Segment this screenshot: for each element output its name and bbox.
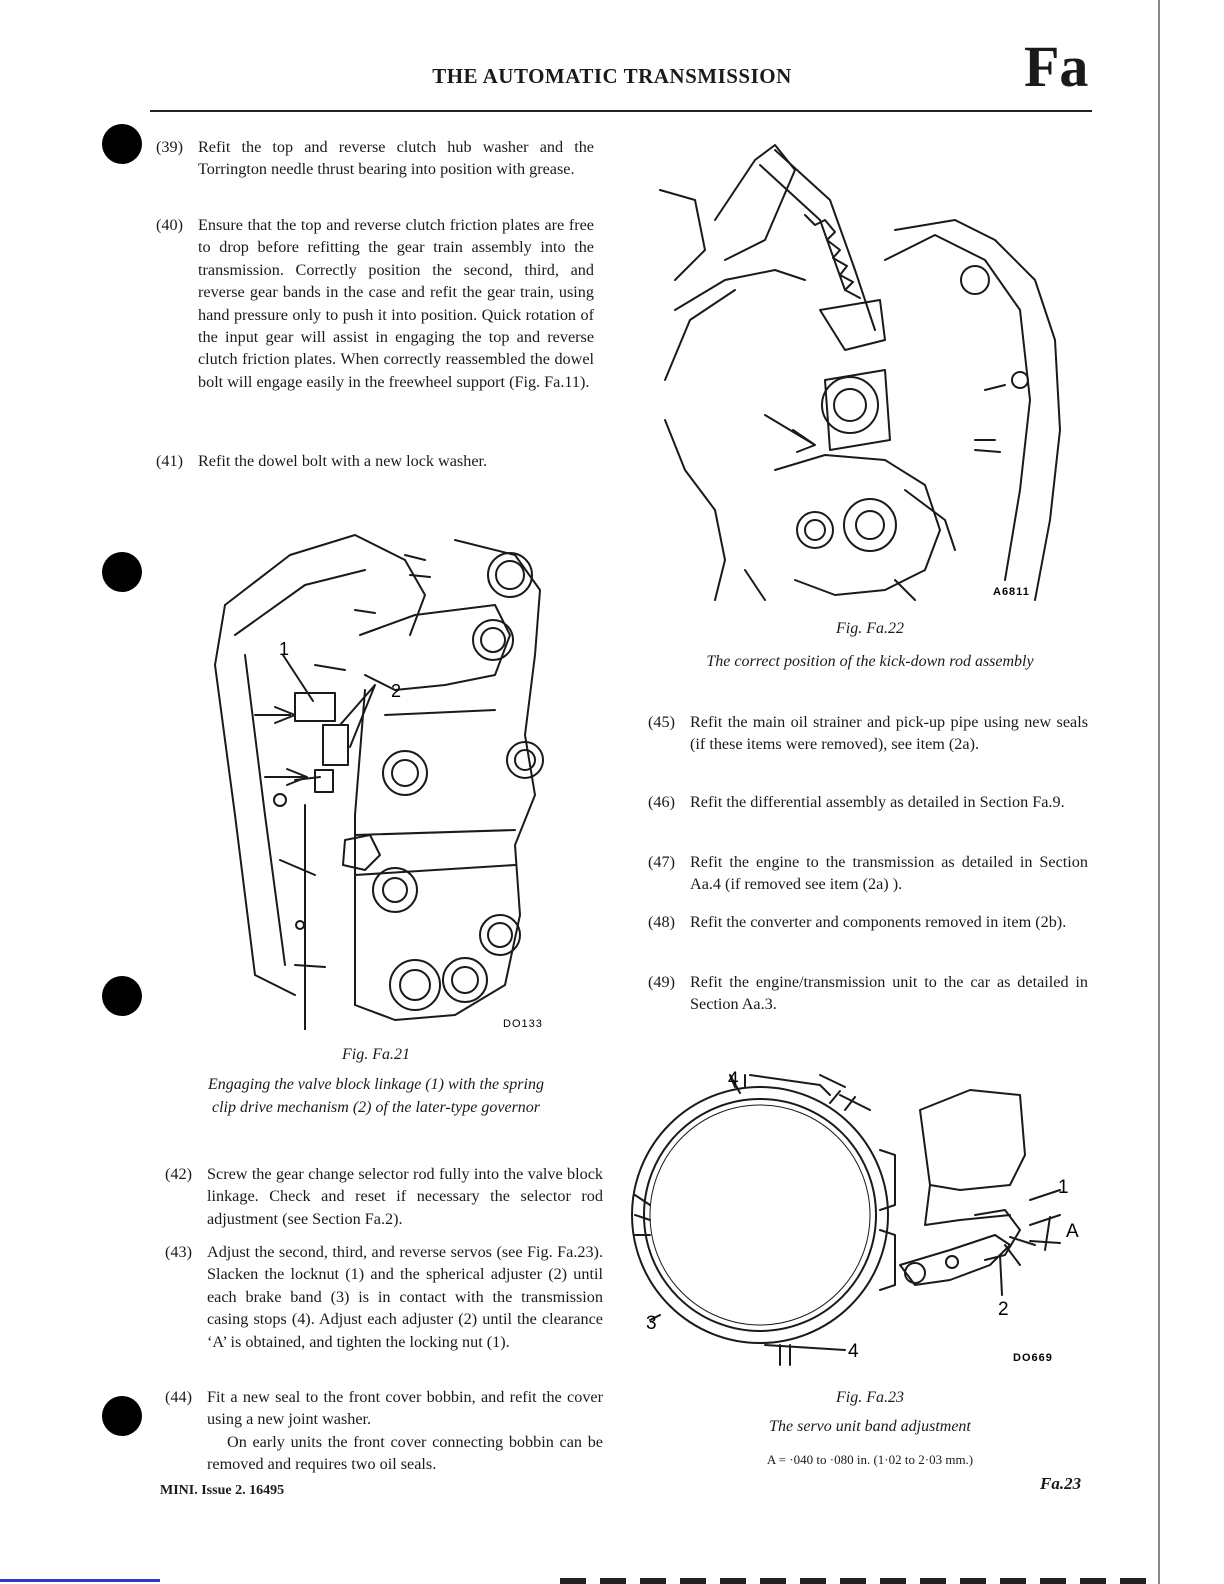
list-item [156,136,594,181]
fig23-callout-3: 3 [646,1313,657,1334]
punch-hole [102,976,142,1016]
item-number: (47) [648,853,675,871]
list-item [648,791,1088,813]
item-text-continued: On early units the front cover connecting bobbin can be removed and requires two oil seals. [207,1432,603,1474]
list-item [648,911,1088,933]
punch-hole [102,552,142,592]
fig23-code: DO669 [1013,1352,1053,1364]
fig21-caption-line1: Engaging the valve block linkage (1) with the spring [208,1076,544,1093]
item-text: Refit the engine to the transmission as detailed in Section Aa.4 (if removed see item (2a) ). [690,853,1088,894]
list-item [165,1241,603,1353]
header-rule [150,110,1092,112]
fig23-callout-a: A [1066,1221,1079,1242]
item-text: Refit the converter and components removed in item (2b). [690,913,1067,931]
fig21-callout-2: 2 [391,681,402,701]
item-text: Refit the engine/transmission unit to the car as detailed in Section Aa.3. [690,973,1088,1014]
item-number: (43) [165,1243,192,1261]
list-item [648,851,1088,896]
fig23-callout-1: 1 [1058,1177,1069,1198]
list-item [165,1163,603,1230]
item-text: Refit the dowel bolt with a new lock washer. [198,452,488,470]
list-item [156,450,594,472]
item-text: Screw the gear change selector rod fully into the valve block linkage. Check and reset if necessary the selector rod adjustment (see Section Fa.2). [207,1165,603,1228]
scan-edge-dashes [560,1578,1160,1584]
fig23-spec: A = ·040 to ·080 in. (1·02 to 2·03 mm.) [766,1452,974,1467]
footer-issue: MINI. Issue 2. 16495 [160,1483,285,1498]
fig21-drawing [195,515,560,1030]
item-number: (41) [156,452,183,470]
punch-hole [102,124,142,164]
item-number: (48) [648,913,675,931]
item-number: (42) [165,1165,192,1183]
item-number: (44) [165,1388,192,1406]
fig21-code: DO133 [503,1018,543,1030]
item-number: (45) [648,713,675,731]
page-number: Fa.23 [1040,1474,1082,1493]
item-text: Adjust the second, third, and reverse servos (see Fig. Fa.23). Slacken the locknut (1) and the spherical adjuster (2) until each brake band (3) is in contact with the transmission casing stops (4). Adjust each adjuster (2) until the clearance ‘A’ is obtained, and tighten the locking nut (1). [207,1243,603,1351]
item-text: Fit a new seal to the front cover bobbin, and refit the cover using a new joint washer. [207,1388,603,1429]
item-text: Refit the main oil strainer and pick-up pipe using new seals (if these items were removed), see item (2a). [690,713,1088,754]
fig22-label: Fig. Fa.22 [836,620,904,637]
fig23-caption: The servo unit band adjustment [769,1418,971,1435]
fig23-label: Fig. Fa.23 [836,1389,904,1406]
fig21-callout-1: 1 [279,639,290,659]
item-number: (49) [648,973,675,991]
item-number: (40) [156,216,183,234]
item-text: Ensure that the top and reverse clutch friction plates are free to drop before refitting the gear train assembly into the transmission. Correctly position the second, third, and reverse gear bands in the case and refit the gear train, using hand pressure only to push it into position. Quick rotation of the input gear will assist in engaging the top and reverse clutch friction plates. When correctly reassembled the dowel bolt will engage easily in the freewheel support (Fig. Fa.11). [198,216,594,391]
list-item [165,1386,603,1476]
item-text: Refit the differential assembly as detailed in Section Fa.9. [690,793,1065,811]
page-title: THE AUTOMATIC TRANSMISSION [432,64,792,88]
list-item [648,711,1088,756]
fig23-callout-2: 2 [998,1299,1009,1320]
fig21-caption [160,1073,592,1119]
fig22-drawing [655,140,1070,605]
list-item [156,214,594,393]
scan-edge-blue-line [0,1579,160,1582]
fig22-caption: The correct position of the kick-down rod assembly [706,653,1034,670]
fig22-code: A6811 [993,586,1030,598]
fig23-callout-4-bottom: 4 [848,1341,859,1362]
fig21-label: Fig. Fa.21 [342,1046,410,1063]
punch-hole [102,1396,142,1436]
item-text: Refit the top and reverse clutch hub washer and the Torrington needle thrust bearing into position with grease. [198,138,594,179]
item-number: (39) [156,138,183,156]
item-number: (46) [648,793,675,811]
fig21-caption-line2: clip drive mechanism (2) of the later-type governor [211,1099,541,1116]
fig23-drawing [630,1065,1090,1375]
page-edge-bar [1158,0,1160,1584]
fig23-callout-4-top: 4 [728,1069,739,1090]
list-item [648,971,1088,1016]
section-code: Fa [1024,34,1089,99]
